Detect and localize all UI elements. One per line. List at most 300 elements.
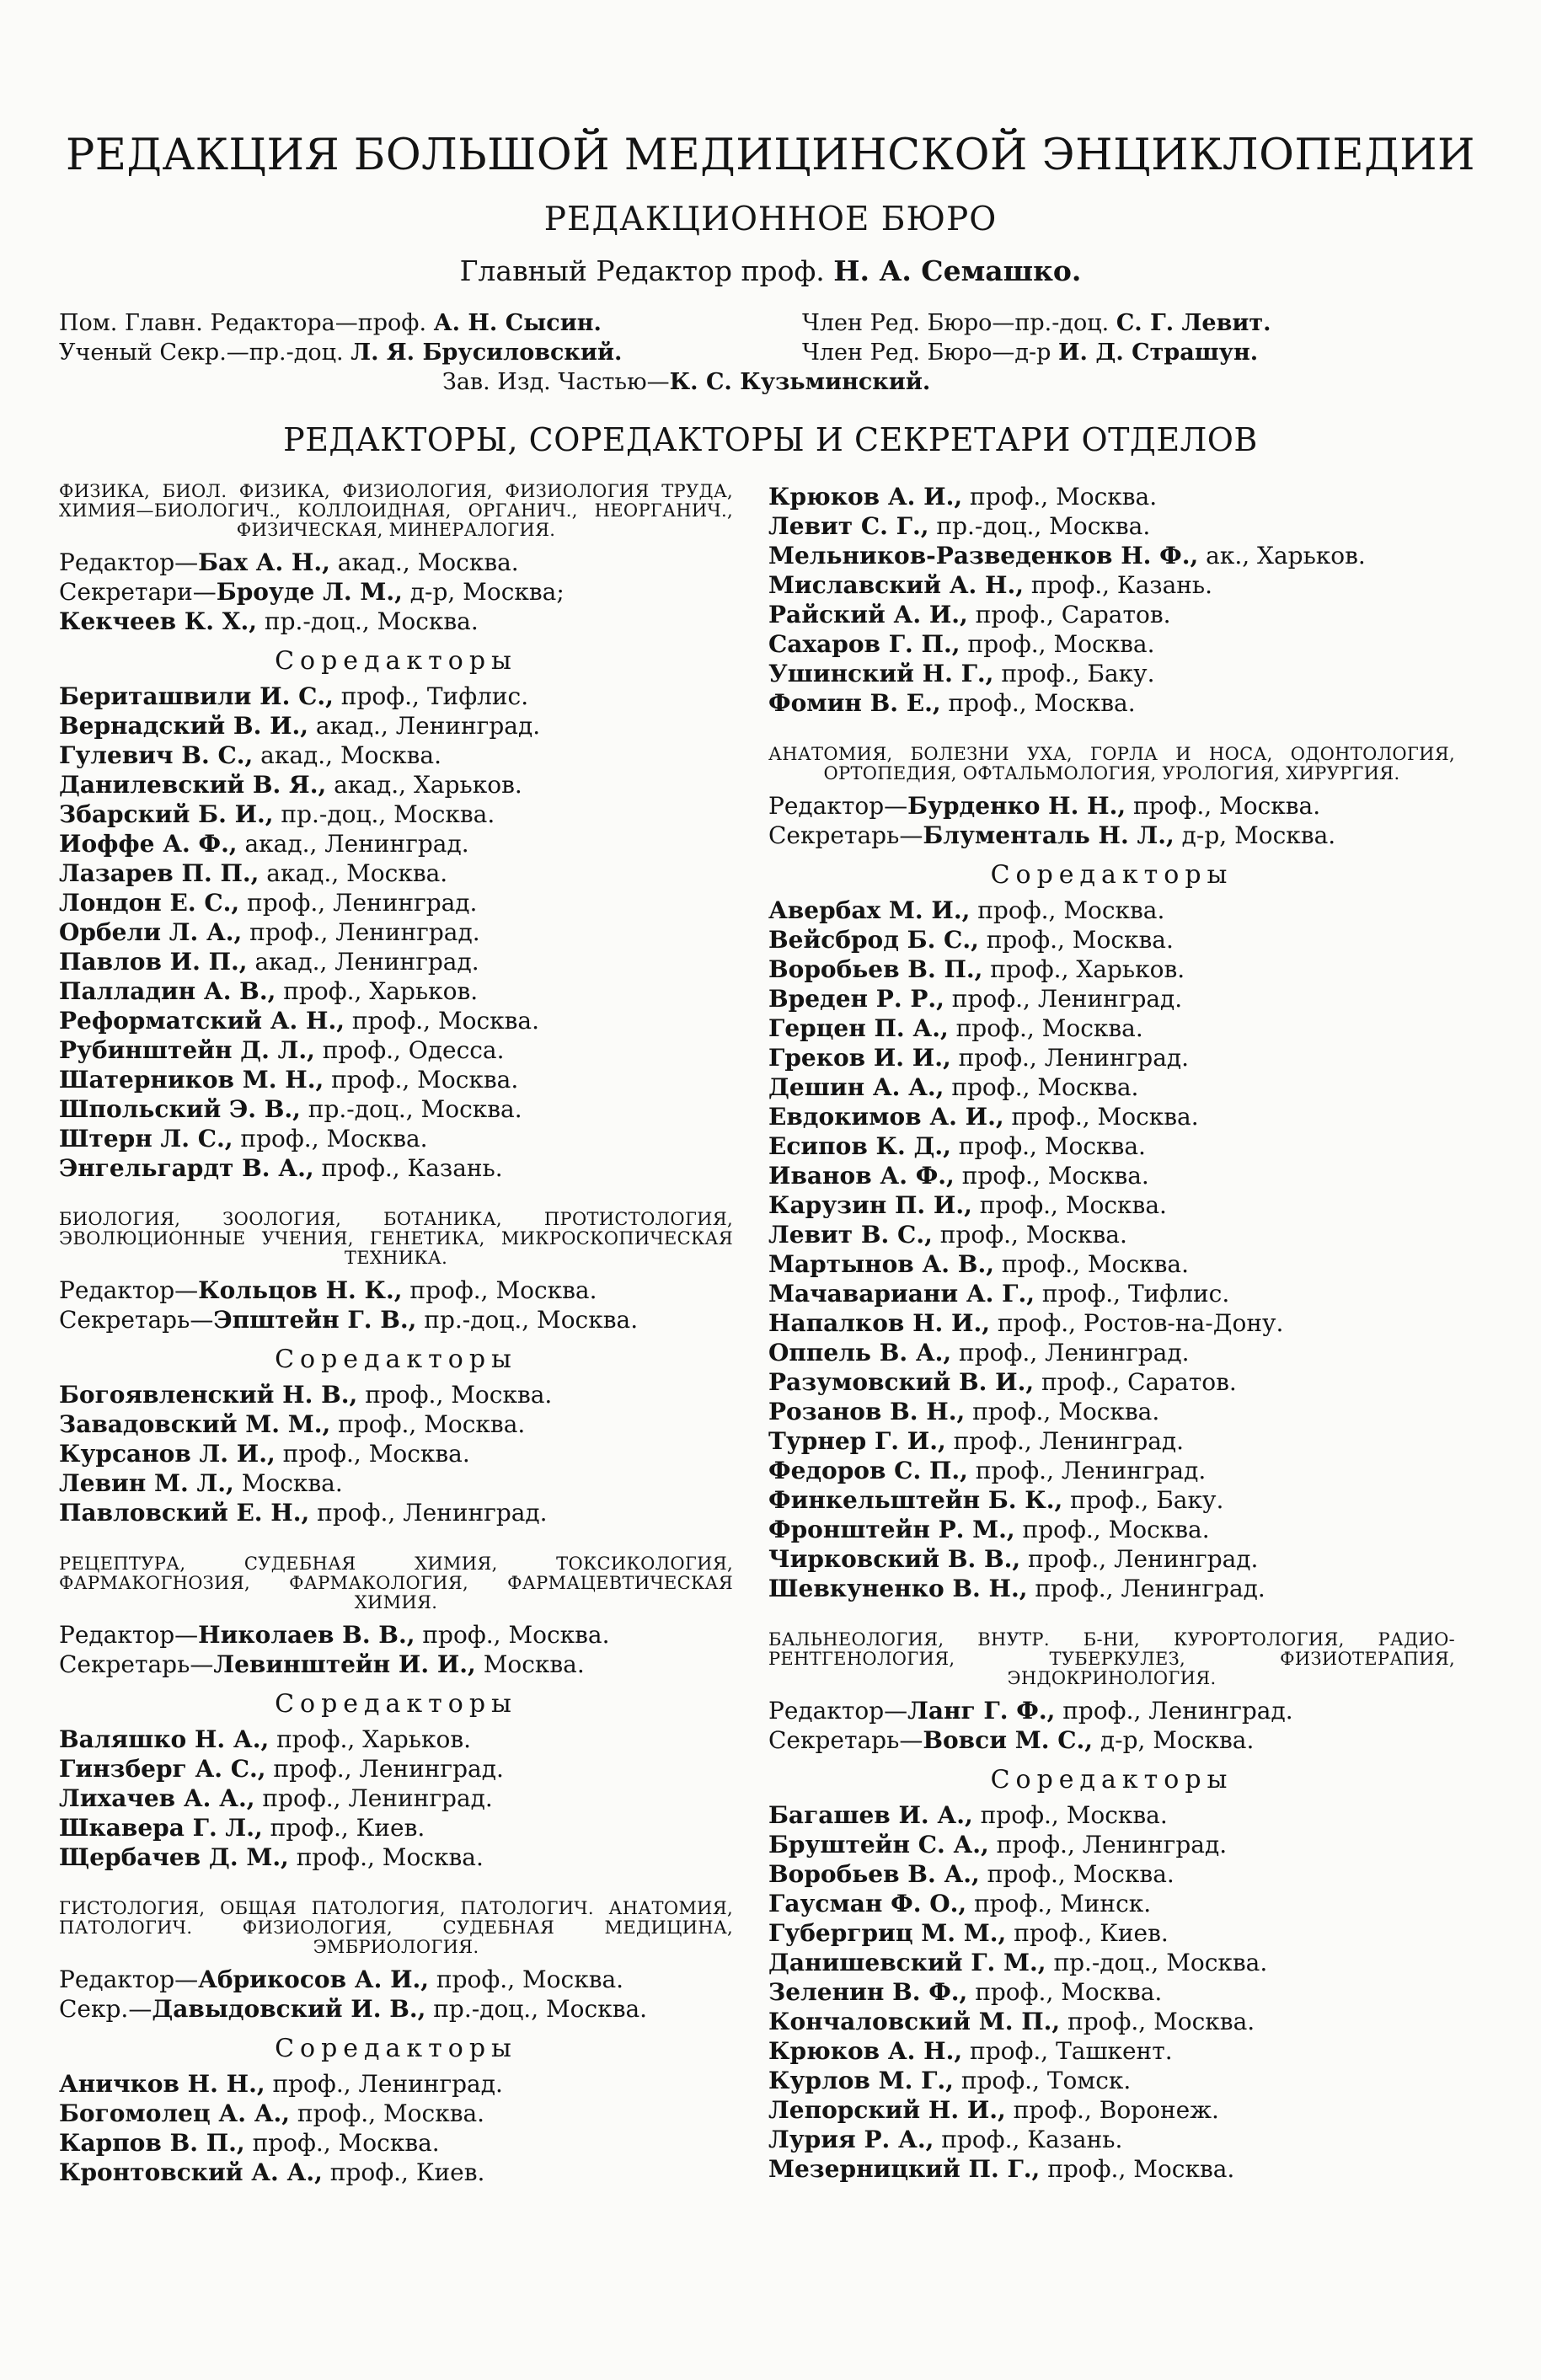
coeditor-entry	[768, 1918, 1455, 1948]
section-gap	[768, 1603, 1455, 1630]
coeditor-entry	[59, 741, 733, 770]
person-details: проф., Казань.	[313, 1154, 503, 1182]
person-name: Николаев В. В.,	[198, 1621, 415, 1649]
department-title: ФИЗИКА, БИОЛ. ФИЗИКА, ФИЗИОЛОГИЯ, ФИЗИОЛОГИЯ ТРУДА, ХИМИЯ—БИОЛОГИЧ., КОЛЛОИДНАЯ, ОРГАНИЧ., НЕОРГАНИЧ., ФИЗИЧЕСКАЯ, МИНЕРАЛОГИЯ.	[59, 481, 733, 540]
person-name: Левин М. Л.,	[59, 1469, 234, 1497]
coeditor-entry	[59, 1498, 733, 1527]
person-details: проф., Ленинград.	[967, 1457, 1207, 1484]
person-name: Энгельгардт В. А.,	[59, 1154, 314, 1182]
coeditor-entry	[768, 2125, 1455, 2154]
person-details: проф., Ленинград.	[1027, 1575, 1265, 1602]
person-name: Штерн Л. С.,	[59, 1125, 233, 1153]
person-name: Турнер Г. И.,	[768, 1427, 946, 1455]
person-details: проф., Ленинград.	[254, 1784, 493, 1812]
department-staff	[59, 1276, 733, 1334]
bureau-role: Член Ред. Бюро—д-р	[802, 340, 1051, 366]
person-details: пр.-доц., Москва.	[928, 512, 1151, 540]
coeditor-entry	[59, 1784, 733, 1813]
bureau-role: Ученый Секр.—пр.-доц.	[59, 340, 344, 366]
person-details: проф., Москва.	[233, 1125, 428, 1153]
person-details: акад., Москва.	[329, 548, 519, 576]
coeditor-entry	[768, 1367, 1455, 1397]
person-details: проф., Ленинград.	[309, 1499, 548, 1527]
person-name: Розанов В. Н.,	[768, 1398, 966, 1425]
person-details: проф., Минск.	[966, 1890, 1152, 1917]
person-details: проф., Москва.	[288, 1843, 484, 1871]
coeditor-entry	[768, 1800, 1455, 1830]
person-name: Щербачев Д. М.,	[59, 1843, 289, 1871]
person-details: проф., Ленинград.	[1055, 1697, 1293, 1725]
person-name: Авербах М. И.,	[768, 896, 971, 924]
person-details: проф., Харьков.	[276, 977, 479, 1005]
coeditor-entry	[768, 600, 1455, 629]
staff-line	[59, 1620, 733, 1650]
role-label: Секр.—	[59, 1995, 152, 2023]
person-details: проф., Харьков.	[982, 955, 1185, 983]
person-name: Карпов В. П.,	[59, 2129, 245, 2157]
person-name: Райский А. И.,	[768, 601, 968, 628]
coeditor-entry	[768, 2036, 1455, 2066]
coeditor-entry	[59, 1725, 733, 1754]
person-details: проф., Москва.	[960, 630, 1155, 658]
person-name: Богомолец А. А.,	[59, 2099, 291, 2127]
person-name: Кончаловский М. П.,	[768, 2008, 1061, 2035]
person-name: Крюков А. Н.,	[768, 2037, 963, 2065]
person-details: проф., Казань.	[934, 2126, 1123, 2153]
coeditors-heading: Соредакторы	[275, 1345, 517, 1374]
coeditor-entry	[59, 1153, 733, 1183]
coeditor-entry	[768, 1977, 1455, 2007]
person-name: Бериташвили И. С.,	[59, 682, 334, 710]
coeditors-list	[59, 682, 733, 1183]
coeditor-entry	[768, 1249, 1455, 1279]
person-details: проф., Одесса.	[314, 1036, 505, 1064]
coeditors-heading: Соредакторы	[275, 1689, 517, 1719]
person-name: Давыдовский И. В.,	[152, 1995, 426, 2023]
coeditor-entry	[59, 800, 733, 829]
person-name: Данилевский В. Я.,	[59, 771, 327, 799]
coeditor-entry	[59, 858, 733, 888]
person-details: проф., Москва.	[978, 926, 1174, 954]
person-name: Броуде Л. М.,	[216, 578, 403, 606]
person-name: Чирковский В. В.,	[768, 1545, 1021, 1573]
coeditor-entry	[768, 1515, 1455, 1544]
person-name: Кекчеев К. Х.,	[59, 607, 258, 635]
person-details: акад., Ленинград.	[308, 712, 541, 740]
person-name: Збарский Б. И.,	[59, 800, 274, 828]
person-name: Гаусман Ф. О.,	[768, 1890, 967, 1917]
person-name: Данишевский Г. М.,	[768, 1949, 1046, 1976]
person-details: Москва.	[233, 1469, 343, 1497]
person-name: Багашев И. А.,	[768, 1801, 973, 1829]
staff-line	[768, 1696, 1455, 1725]
bureau-person: И. Д. Страшун.	[1058, 340, 1259, 366]
person-name: Палладин А. В.,	[59, 977, 276, 1005]
person-details: проф., Ростов-на-Дону.	[989, 1309, 1284, 1337]
staff-line	[768, 1725, 1455, 1755]
person-details: проф., Москва.	[324, 1066, 519, 1094]
staff-line	[768, 821, 1455, 850]
department-title: БАЛЬНЕОЛОГИЯ, ВНУТР. Б-НИ, КУРОРТОЛОГИЯ, РАДИО-РЕНТГЕНОЛОГИЯ, ТУБЕРКУЛЕЗ, ФИЗИОТЕРАПИЯ, ЭНДОКРИНОЛОГИЯ.	[768, 1629, 1455, 1688]
person-name: Мартынов А. В.,	[768, 1250, 994, 1278]
person-name: Левинштейн И. И.,	[213, 1650, 476, 1678]
department-staff	[768, 791, 1455, 850]
coeditor-entry	[768, 1072, 1455, 1102]
person-name: Герцен П. А.,	[768, 1014, 949, 1042]
bureau-role: Член Ред. Бюро—пр.-доц.	[802, 310, 1110, 336]
coeditor-entry	[768, 1131, 1455, 1161]
person-name: Павловский Е. Н.,	[59, 1499, 310, 1527]
person-name: Блументаль Н. Л.,	[923, 821, 1174, 849]
person-details: проф., Баку.	[993, 660, 1155, 687]
coeditor-entry	[59, 888, 733, 917]
person-details: проф., Саратов.	[967, 601, 1171, 628]
coeditor-entry	[59, 682, 733, 711]
coeditor-entry	[59, 947, 733, 976]
section-gap	[59, 1183, 733, 1210]
coeditor-entry	[59, 917, 733, 947]
staff-line	[59, 1965, 733, 1994]
person-details: пр.-доц., Москва.	[416, 1306, 639, 1334]
person-name: Иоффе А. Ф.,	[59, 830, 238, 858]
person-details: проф., Ленинград.	[951, 1339, 1190, 1366]
person-details: проф., Ленинград.	[945, 1427, 1185, 1455]
person-name: Курлов М. Г.,	[768, 2067, 954, 2094]
section-gap	[768, 718, 1455, 745]
bureau-person: А. Н. Сысин.	[433, 310, 602, 336]
chief-editor-line	[0, 254, 1541, 287]
person-details: д-р, Москва;	[402, 578, 564, 606]
role-label: Секретарь—	[768, 821, 923, 849]
person-name: Ушинский Н. Г.,	[768, 660, 994, 687]
person-details: проф., Москва.	[979, 1860, 1174, 1888]
person-details: проф., Москва.	[948, 1014, 1143, 1042]
role-label: Секретарь—	[59, 1306, 214, 1334]
person-name: Вейсброд Б. С.,	[768, 926, 979, 954]
person-details: проф., Москва.	[1040, 2155, 1235, 2183]
person-details: проф., Москва.	[967, 1978, 1163, 2006]
coeditor-entry	[768, 1338, 1455, 1367]
coeditor-entry	[768, 1220, 1455, 1249]
person-name: Кольцов Н. К.,	[198, 1276, 403, 1304]
person-details: проф., Москва.	[993, 1250, 1189, 1278]
coeditor-entry	[768, 1889, 1455, 1918]
person-details: проф., Москва.	[950, 1132, 1146, 1160]
person-name: Зеленин В. Ф.,	[768, 1978, 968, 2006]
person-details: акад., Ленинград.	[237, 830, 469, 858]
role-label: Редактор—	[59, 1621, 199, 1649]
person-name: Валяшко Н. А.,	[59, 1725, 270, 1753]
department-staff	[59, 548, 733, 636]
coeditors-heading: Соредакторы	[990, 860, 1233, 890]
coeditor-entry	[768, 2095, 1455, 2125]
person-details: проф., Саратов.	[1034, 1368, 1237, 1396]
person-name: Лихачев А. А.,	[59, 1784, 255, 1812]
person-name: Мезерницкий П. Г.,	[768, 2155, 1041, 2183]
department-title: ГИСТОЛОГИЯ, ОБЩАЯ ПАТОЛОГИЯ, ПАТОЛОГИЧ. АНАТОМИЯ, ПАТОЛОГИЧ. ФИЗИОЛОГИЯ, СУДЕБНАЯ МЕДИЦИНА, ЭМБРИОЛОГИЯ.	[59, 1898, 733, 1957]
staff-line	[59, 1650, 733, 1679]
person-name: Разумовский В. И.,	[768, 1368, 1035, 1396]
coeditors-list-continued	[768, 482, 1455, 718]
person-details: проф., Ленинград.	[944, 985, 1183, 1013]
staff-line	[59, 577, 733, 607]
person-details: проф., Москва.	[345, 1007, 540, 1035]
person-name: Финкельштейн Б. К.,	[768, 1486, 1063, 1514]
coeditor-entry	[59, 2069, 733, 2099]
person-name: Левит В. С.,	[768, 1221, 933, 1249]
bureau-role: Пом. Главн. Редактора—проф.	[59, 310, 427, 336]
person-details: проф., Ленинград.	[1020, 1545, 1259, 1573]
coeditor-entry	[59, 1439, 733, 1468]
person-name: Мельников-Разведенков Н. Ф.,	[768, 542, 1199, 570]
role-label: Редактор—	[768, 792, 908, 820]
coeditor-entry	[59, 1754, 733, 1784]
person-details: проф., Киев.	[322, 2158, 485, 2186]
coeditor-entry	[768, 1161, 1455, 1190]
person-details: проф., Ленинград.	[265, 1755, 504, 1783]
person-name: Сахаров Г. П.,	[768, 630, 960, 658]
coeditor-entry	[768, 1574, 1455, 1603]
person-name: Кронтовский А. А.,	[59, 2158, 323, 2186]
coeditor-entry	[768, 1859, 1455, 1889]
person-details: проф., Москва.	[962, 483, 1158, 511]
coeditor-entry	[59, 1035, 733, 1065]
page-title: РЕДАКЦИЯ БОЛЬШОЙ МЕДИЦИНСКОЙ ЭНЦИКЛОПЕДИИ	[65, 131, 1476, 180]
left-column	[59, 482, 733, 2187]
person-details: проф., Киев.	[262, 1814, 425, 1842]
coeditor-entry	[59, 1842, 733, 1872]
coeditors-list	[768, 1800, 1455, 2184]
person-details: акад., Москва.	[259, 859, 448, 887]
person-details: проф., Воронеж.	[1005, 2096, 1219, 2124]
person-name: Шевкуненко В. Н.,	[768, 1575, 1028, 1602]
section-gap	[59, 1527, 733, 1554]
coeditor-entry	[59, 2128, 733, 2158]
department-staff	[59, 1620, 733, 1679]
person-details: акад., Харьков.	[326, 771, 522, 799]
department-staff	[768, 1696, 1455, 1755]
person-name: Вреден Р. Р.,	[768, 985, 944, 1013]
department-staff	[59, 1965, 733, 2024]
person-name: Иванов А. Ф.,	[768, 1162, 955, 1190]
coeditor-entry	[768, 1830, 1455, 1859]
person-name: Дешин А. А.,	[768, 1073, 944, 1101]
person-name: Федоров С. П.,	[768, 1457, 968, 1484]
coeditors-heading: Соредакторы	[275, 646, 517, 676]
coeditor-entry	[59, 1409, 733, 1439]
person-details: проф., Москва.	[940, 689, 1136, 717]
person-name: Греков И. И.,	[768, 1044, 951, 1072]
section-gap	[59, 1872, 733, 1899]
person-details: проф., Москва.	[1060, 2008, 1255, 2035]
coeditor-entry	[59, 1094, 733, 1124]
coeditor-entry	[59, 2099, 733, 2128]
person-name: Карузин П. И.,	[768, 1191, 972, 1219]
bureau-heading: РЕДАКЦИОННОЕ БЮРО	[543, 201, 998, 238]
person-details: проф., Москва.	[932, 1221, 1127, 1249]
coeditor-entry	[768, 1426, 1455, 1456]
coeditor-entry	[768, 2154, 1455, 2184]
coeditor-entry	[768, 1948, 1455, 1977]
bureau-person: К. С. Кузьминский.	[669, 369, 931, 395]
person-name: Бруштейн С. А.,	[768, 1831, 989, 1859]
person-name: Напалков Н. И.,	[768, 1309, 990, 1337]
person-name: Есипов К. Д.,	[768, 1132, 951, 1160]
person-name: Вовси М. С.,	[923, 1726, 1093, 1754]
person-details: проф., Москва.	[965, 1398, 1160, 1425]
coeditors-heading: Соредакторы	[275, 2034, 517, 2063]
person-name: Гинзберг А. С.,	[59, 1755, 266, 1783]
person-details: проф., Москва.	[1126, 792, 1321, 820]
person-name: Лурия Р. А.,	[768, 2126, 934, 2153]
person-name: Левит С. Г.,	[768, 512, 929, 540]
person-name: Губергриц М. М.,	[768, 1919, 1007, 1947]
person-name: Бурденко Н. Н.,	[907, 792, 1126, 820]
department-title: РЕЦЕПТУРА, СУДЕБНАЯ ХИМИЯ, ТОКСИКОЛОГИЯ, ФАРМАКОГНОЗИЯ, ФАРМАКОЛОГИЯ, ФАРМАЦЕВТИЧЕСКАЯ ХИМИЯ.	[59, 1554, 733, 1613]
person-details: проф., Москва.	[429, 1966, 624, 1993]
person-details: проф., Москва.	[415, 1621, 610, 1649]
bureau-row-2-right	[802, 340, 1258, 366]
person-details: ак., Харьков.	[1198, 542, 1366, 570]
role-label: Редактор—	[59, 548, 199, 576]
role-label: Редактор—	[59, 1276, 199, 1304]
staff-line	[59, 1276, 733, 1305]
bureau-person: Л. Я. Брусиловский.	[350, 340, 623, 366]
person-name: Воробьев В. П.,	[768, 955, 983, 983]
person-details: проф., Москва.	[972, 1801, 1168, 1829]
person-details: проф., Москва.	[971, 1191, 1167, 1219]
person-details: проф., Москва.	[954, 1162, 1149, 1190]
person-details: пр.-доц., Москва.	[425, 1995, 648, 2023]
chief-editor-label: Главный Редактор проф.	[459, 254, 825, 287]
person-details: проф., Москва.	[402, 1276, 597, 1304]
person-details: проф., Ленинград.	[265, 2070, 503, 2098]
coeditor-entry	[768, 1544, 1455, 1574]
person-name: Мачавариани А. Г.,	[768, 1280, 1035, 1308]
person-name: Аничков Н. Н.,	[59, 2070, 265, 2098]
person-name: Шпольский Э. В.,	[59, 1095, 301, 1123]
person-details: акад., Ленинград.	[247, 948, 479, 976]
coeditor-entry	[59, 1380, 733, 1409]
person-details: проф., Москва.	[244, 2129, 440, 2157]
staff-line	[59, 548, 733, 577]
role-label: Редактор—	[59, 1966, 199, 1993]
coeditor-entry	[768, 1485, 1455, 1515]
right-column	[768, 482, 1455, 2184]
coeditor-entry	[768, 541, 1455, 570]
person-name: Шатерников М. Н.,	[59, 1066, 324, 1094]
person-details: проф., Москва.	[944, 1073, 1139, 1101]
coeditor-entry	[768, 1102, 1455, 1131]
person-name: Крюков А. И.,	[768, 483, 963, 511]
coeditor-entry	[768, 925, 1455, 955]
person-name: Завадовский М. М.,	[59, 1410, 331, 1438]
coeditors-list	[59, 1380, 733, 1527]
coeditor-entry	[59, 1124, 733, 1153]
bureau-person: С. Г. Левит.	[1116, 310, 1271, 336]
person-name: Реформатский А. Н.,	[59, 1007, 345, 1035]
person-details: проф., Тифлис.	[333, 682, 529, 710]
person-details: проф., Баку.	[1062, 1486, 1224, 1514]
person-name: Лепорский Н. И.,	[768, 2096, 1006, 2124]
coeditor-entry	[59, 829, 733, 858]
coeditor-entry	[768, 688, 1455, 718]
person-name: Евдокимов А. И.,	[768, 1103, 1004, 1131]
coeditors-list	[768, 896, 1455, 1603]
bureau-row-1-right	[802, 310, 1271, 336]
person-name: Гулевич В. С.,	[59, 741, 254, 769]
coeditor-entry	[768, 2066, 1455, 2095]
coeditors-list	[59, 1725, 733, 1872]
person-details: проф., Киев.	[1006, 1919, 1169, 1947]
coeditor-entry	[59, 770, 733, 800]
person-details: проф., Ленинград.	[242, 918, 480, 946]
coeditor-entry	[768, 482, 1455, 511]
coeditor-entry	[59, 976, 733, 1006]
person-name: Шкавера Г. Л.,	[59, 1814, 263, 1842]
role-label: Секретарь—	[768, 1726, 923, 1754]
coeditor-entry	[59, 711, 733, 741]
person-name: Орбели Л. А.,	[59, 918, 243, 946]
person-details: проф., Москва.	[275, 1440, 470, 1468]
coeditor-entry	[59, 1006, 733, 1035]
person-details: проф., Ташкент.	[962, 2037, 1173, 2065]
coeditor-entry	[768, 1397, 1455, 1426]
person-name: Лазарев П. П.,	[59, 859, 260, 887]
section-title: РЕДАКТОРЫ, СОРЕДАКТОРЫ И СЕКРЕТАРИ ОТДЕЛОВ	[283, 421, 1258, 458]
person-details: пр.-доц., Москва.	[273, 800, 495, 828]
person-name: Лондон Е. С.,	[59, 889, 240, 917]
bureau-role: Зав. Изд. Частью—	[442, 369, 670, 395]
coeditor-entry	[768, 896, 1455, 925]
coeditor-entry	[59, 1468, 733, 1498]
person-details: пр.-доц., Москва.	[257, 607, 479, 635]
person-details: проф., Москва.	[1003, 1103, 1199, 1131]
coeditors-heading: Соредакторы	[990, 1765, 1233, 1794]
person-details: проф., Тифлис.	[1035, 1280, 1230, 1308]
person-name: Абрикосов А. И.,	[198, 1966, 430, 1993]
coeditor-entry	[768, 1456, 1455, 1485]
person-name: Ланг Г. Ф.,	[907, 1697, 1056, 1725]
person-details: проф., Москва.	[1014, 1516, 1210, 1543]
coeditor-entry	[768, 1308, 1455, 1338]
person-details: д-р, Москва.	[1174, 821, 1336, 849]
bureau-row-1-left	[59, 310, 602, 336]
coeditor-entry	[768, 659, 1455, 688]
person-details: проф., Харьков.	[269, 1725, 472, 1753]
person-name: Оппель В. А.,	[768, 1339, 952, 1366]
coeditor-entry	[768, 1043, 1455, 1072]
person-details: проф., Ленинград.	[950, 1044, 1190, 1072]
staff-line	[768, 791, 1455, 821]
person-details: пр.-доц., Москва.	[1046, 1949, 1268, 1976]
person-details: проф., Москва.	[290, 2099, 485, 2127]
staff-line	[59, 607, 733, 636]
person-name: Эпштейн Г. В.,	[213, 1306, 417, 1334]
person-details: Москва.	[475, 1650, 585, 1678]
coeditor-entry	[59, 2158, 733, 2187]
coeditor-entry	[59, 1813, 733, 1842]
coeditor-entry	[768, 955, 1455, 984]
person-details: проф., Казань.	[1023, 571, 1213, 599]
coeditor-entry	[59, 1065, 733, 1094]
person-details: проф., Москва.	[357, 1381, 553, 1409]
person-details: проф., Москва.	[970, 896, 1165, 924]
coeditor-entry	[768, 511, 1455, 541]
department-title: АНАТОМИЯ, БОЛЕЗНИ УХА, ГОРЛА И НОСА, ОДОНТОЛОГИЯ, ОРТОПЕДИЯ, ОФТАЛЬМОЛОГИЯ, УРОЛОГИЯ, ХИРУРГИЯ.	[768, 744, 1455, 784]
coeditor-entry	[768, 1279, 1455, 1308]
person-name: Богоявленский Н. В.,	[59, 1381, 358, 1409]
